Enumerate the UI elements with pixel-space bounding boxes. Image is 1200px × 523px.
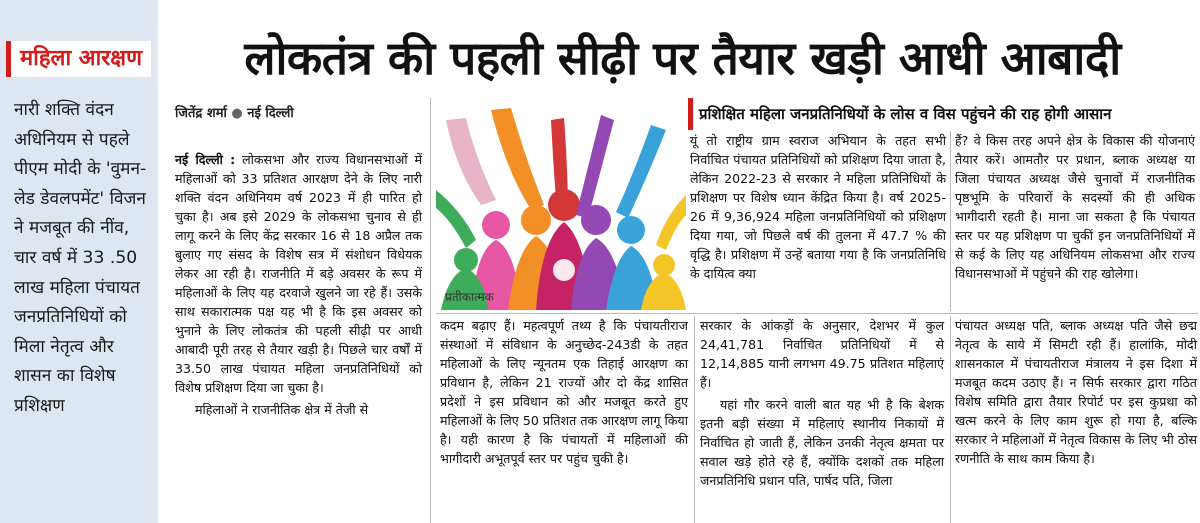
column-divider xyxy=(430,98,431,523)
article-column-1 xyxy=(175,150,422,419)
dateline-lead: नई दिल्ली : xyxy=(175,152,236,167)
column-2-text: यूं तो राष्ट्रीय ग्राम स्वराज अभियान के तहत सभी निर्वाचित पंचायत प्रतिनिधियों को प्रशिक्षण दिया जाता है, लेकिन 2022-23 से सरकार ने महिला प्रतिनिधियों के प्रशिक्षण पर विशेष ध्यान केंद्रित किया है। वर्ष 2025-26 में 9,36,924 महिला जनप्रतिनिधियों को प्रशिक्षण दिया गया, जो पिछले वर्ष की तुलना में 47.7 % की वृद्धि है। प्रशिक्षण में उन्हें बताया गया है कि जनप्रतिनिधि के दायित्व क्या xyxy=(690,133,946,281)
article-column-3 xyxy=(955,131,1195,283)
column-divider xyxy=(694,316,695,523)
column-5-text: सरकार के आंकड़ों के अनुसार, देशभर में कुल 24,41,781 निर्वाचित प्रतिनिधियों में से 12,14,885 यानी लगभग 49.75 प्रतिशत महिलाएं हैं। xyxy=(700,318,944,390)
section-tag: महिला आरक्षण xyxy=(6,41,151,77)
subheadline: प्रशिक्षित महिला जनप्रतिनिधियों के लोस व विस पहुंचने की राह होगी आसान xyxy=(688,98,1200,130)
article-column-4 xyxy=(440,316,688,468)
women-silhouettes-illustration xyxy=(436,100,686,310)
column-1-continuation: महिलाओं ने राजनीतिक क्षेत्र में तेजी से xyxy=(195,402,369,417)
illustration-image xyxy=(436,100,686,310)
dateline-place: नई दिल्ली xyxy=(247,106,294,121)
byline-separator: ● xyxy=(231,106,248,121)
sidebar-summary: नारी शक्ति वंदन अधिनियम से पहले पीएम मोदी के 'वुमन-लेड डेवलपमेंट' विजन ने मजबूत की नींव, चार वर्ष में 33 .50 लाख महिला पंचायत जनप्रतिनिधियों को मिला नेतृत्व और शासन का विशेष प्रशिक्षण xyxy=(14,100,147,416)
sidebar-panel xyxy=(0,0,158,523)
column-6-text: पंचायत अध्यक्ष पति, ब्लाक अध्यक्ष पति जैसे छद्म नेतृत्व के साये में सिमटी रही हैं। हालांकि, मोदी शासनकाल में पंचायतीराज मंत्रालय ने इस दिशा में मजबूत कदम उठाए हैं। न सिर्फ सरकार द्वारा गठित विशेष समिति द्वारा तैयार रिपोर्ट पर इस कुप्रथा को खत्म करने के लिए काम शुरू हो गया है, बल्कि सरकार ने महिलाओं में नेतृत्व विकास के लिए भी ठोस रणनीति के साथ काम किया है। xyxy=(955,318,1197,466)
headline: लोकतंत्र की पहली सीढ़ी पर तैयार खड़ी आधी आबादी xyxy=(244,31,1121,85)
section-divider xyxy=(436,313,1198,314)
column-divider xyxy=(950,316,951,523)
column-1-text: लोकसभा और राज्य विधानसभाओं में महिलाओं को 33 प्रतिशत आरक्षण देने के लिए नारी शक्ति वंदन अधिनियम वर्ष 2023 में ही पारित हो चुका है। अब इसे 2029 के लोकसभा चुनाव से ही लागू करने के लिए केंद्र सरकार 16 से 18 अप्रैल तक बुलाए गए संसद के विशेष सत्र में संशोधन विधेयक लेकर आ रही है। राजनीति में बड़े अवसर के रूप में महिलाओं के लिए यह दरवाजे खुलने जा रहे हैं। उसके साथ सकारात्मक पक्ष यह भी है कि इस अवसर को भुनाने के लिए लोकतंत्र की पहली सीढ़ी पर आधी आबादी पूरी तरह से तैयार खड़ी है। पिछले चार वर्षों में 33.50 लाख पंचायत महिला जनप्रतिनिधियों को विशेष प्रशिक्षण दिया जा चुका है। xyxy=(175,152,422,395)
author-name: जितेंद्र शर्मा xyxy=(175,106,227,121)
column-3-text: हैं? वे किस तरह अपने क्षेत्र के विकास की योजनाएं तैयार करें। आमतौर पर प्रधान, ब्लाक अध्यक्ष या जिला पंचायत अध्यक्ष जैसे चुनावों में राजनीतिक पृष्ठभूमि के परिवारों के सदस्यों की ही अधिक भागीदारी रहती है। माना जा सकता है कि पंचायत स्तर पर यह प्रशिक्षण पा चुकीं इन जनप्रतिनिधियों में से कई के लिए यह अधिनियम लोकसभा और राज्य विधानसभाओं में पहुंचने की राह खोलेगा। xyxy=(955,133,1195,281)
image-caption: प्रतीकात्मक xyxy=(445,290,494,304)
article-column-2 xyxy=(690,131,946,283)
column-5-continuation: यहां गौर करने वाली बात यह भी है कि बेशक इतनी बड़ी संख्या में महिलाएं स्थानीय निकायों में निर्वाचित हो जाती हैं, लेकिन उनकी नेतृत्व क्षमता पर सवाल खड़े होते रहे हैं, क्योंकि दशकों तक महिला जनप्रतिनिधि प्रधान पति, पार्षद पति, जिला xyxy=(700,397,944,488)
column-4-text: कदम बढ़ाए हैं। महत्वपूर्ण तथ्य है कि पंचायतीराज संस्थाओं में संविधान के अनुच्छेद-243डी के तहत महिलाओं के लिए न्यूनतम एक तिहाई आरक्षण का प्रविधान है, लेकिन 21 राज्यों और दो केंद्र शासित प्रदेशों ने इस प्रविधान को और मजबूत करते हुए महिलाओं के लिए 50 प्रतिशत तक आरक्षण लागू किया है। यही कारण है कि पंचायतों में महिलाओं की भागीदारी अभूतपूर्व स्तर पर पहुंच चुकी है। xyxy=(440,318,688,466)
article-column-5 xyxy=(700,316,944,490)
byline xyxy=(175,103,294,121)
article-column-6 xyxy=(955,316,1197,468)
column-divider xyxy=(950,131,951,311)
